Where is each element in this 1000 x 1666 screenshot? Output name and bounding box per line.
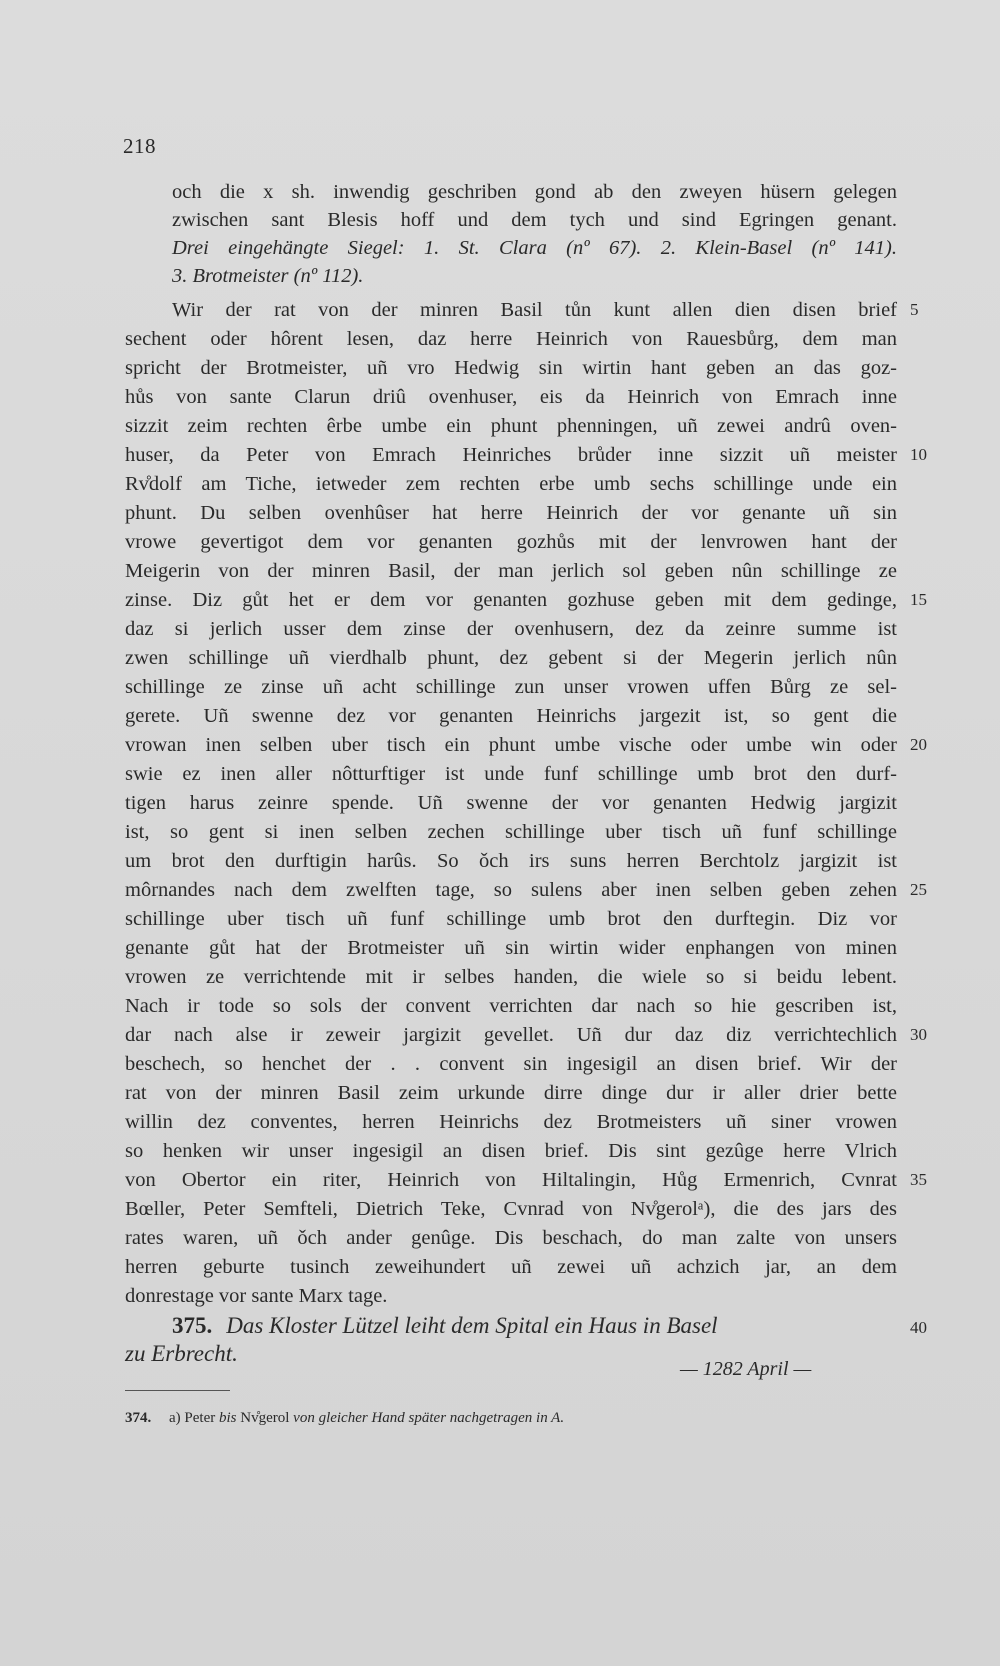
text-line: ist, so gent si inen selben zechen schillinge uber tisch uñ funf schillinge [125,821,897,843]
text-line: tigen harus zeinre spende. Uñ swenne der vor genanten Hedwig jargizit [125,792,897,814]
text-line: so henken wir unser ingesigil an disen brief. Dis sint gezûge herre Vlrich [125,1140,897,1162]
text-line: môrnandes nach dem zwelften tage, so sulens aber inen selben geben zehen [125,879,897,901]
text-line: rates waren, uñ ǒch ander genûge. Dis beschach, do man zalte von unsers [125,1227,897,1249]
text-line: vrowan inen selben uber tisch ein phunt umbe vische oder umbe win oder [125,734,897,756]
seal-note: 3. Brotmeister (nº 112). [172,265,364,287]
line-number: 10 [910,445,927,464]
text-line: gerete. Uñ swenne dez vor genanten Heinrichs jargezit ist, so gent die [125,705,897,727]
footnote [125,1410,564,1427]
footnote-italic: von gleicher Hand später nachgetragen in A. [293,1410,565,1426]
page-number: 218 [123,134,156,158]
text-line: Nach ir tode so sols der convent verrichten dar nach so hie gescriben ist, [125,995,897,1017]
text-line: och die x sh. inwendig geschriben gond ab den zweyen hüsern gelegen [172,181,897,203]
text-line: Bœller, Peter Semfteli, Dietrich Teke, Cvnrad von Nv̊gerolᵃ), die des jars des [125,1198,897,1220]
document-title-continuation: zu Erbrecht. [125,1341,238,1366]
text-line: schillinge uber tisch uñ funf schillinge umb brot den durftegin. Diz vor [125,908,897,930]
text-line: um brot den durftigin harûs. So ǒch irs suns herren Berchtolz jargizit ist [125,850,897,872]
line-number: 5 [910,300,919,319]
line-number: 25 [910,880,927,899]
text-line: dar nach alse ir zeweir jargizit gevellet. Uñ dur daz diz verrichtechlich [125,1024,897,1046]
text-line: vrowen ze verrichtende mit ir selbes handen, die wiele so si beidu lebent. [125,966,897,988]
line-number: 20 [910,735,927,754]
footnote-divider [125,1390,230,1391]
footnote-name: Nv̊gerol [240,1410,290,1426]
footnote-italic: bis [218,1410,237,1426]
text-line: daz si jerlich usser dem zinse der ovenhusern, dez da zeinre summe ist [125,618,897,640]
text-line: vrowe gevertigot dem vor genanten gozhůs mit der lenvrowen hant der [125,531,897,553]
text-line: zinse. Diz gůt het er dem vor genanten gozhuse geben mit dem gedinge, [125,589,897,611]
text-line: herren geburte tusinch zeweihundert uñ zewei uñ achzich jar, an dem [125,1256,897,1278]
text-line: schillinge ze zinse uñ acht schillinge zun unser vrowen uffen Bůrg ze sel- [125,676,897,698]
text-line: spricht der Brotmeister, uñ vro Hedwig sin wirtin hant geben an das goz- [125,357,897,379]
text-line: huser, da Peter von Emrach Heinriches brůder inne sizzit uñ meister [125,444,897,466]
text-line: hůs von sante Clarun driû ovenhuser, eis da Heinrich von Emrach inne [125,386,897,408]
text-line: sechent oder hôrent lesen, daz herre Heinrich von Rauesbůrg, dem man [125,328,897,350]
document-date: — 1282 April — [680,1358,812,1380]
line-number: 35 [910,1170,927,1189]
text-line: Wir der rat von der minren Basil tůn kunt allen dien disen brief [172,299,897,321]
footnote-number: 374. [125,1410,152,1426]
text-line: Meigerin von der minren Basil, der man jerlich sol geben nûn schillinge ze [125,560,897,582]
text-line: genante gůt hat der Brotmeister uñ sin wirtin wider enphangen von minen [125,937,897,959]
text-line: rat von der minren Basil zeim urkunde dirre dinge dur ir aller drier bette [125,1082,897,1104]
line-number: 40 [910,1318,927,1337]
line-number: 30 [910,1025,927,1044]
text-line: donrestage vor sante Marx tage. [125,1285,388,1307]
line-number: 15 [910,590,927,609]
text-line: von Obertor ein riter, Heinrich von Hiltalingin, Hůg Ermenrich, Cvnrat [125,1169,897,1191]
text-line: zwen schillinge uñ vierdhalb phunt, dez gebent si der Megerin jerlich nûn [125,647,897,669]
text-line: beschech, so henchet der . . convent sin ingesigil an disen brief. Wir der [125,1053,897,1075]
text-line: phunt. Du selben ovenhûser hat herre Heinrich der vor genante uñ sin [125,502,897,524]
text-line: swie ez inen aller nôtturftiger ist unde funf schillinge umb brot den durf- [125,763,897,785]
footnote-marker: a) Peter [169,1410,216,1426]
document-title: Das Kloster Lützel leiht dem Spital ein Haus in Basel [226,1313,718,1338]
document-number: 375. [172,1313,213,1338]
text-line: willin dez conventes, herren Heinrichs dez Brotmeisters uñ siner vrowen [125,1111,897,1133]
text-line: sizzit zeim rechten êrbe umbe ein phunt phenningen, uñ zewei andrû oven- [125,415,897,437]
seal-note: Drei eingehängte Siegel: 1. St. Clara (nº 67). 2. Klein-Basel (nº 141). [172,237,897,259]
text-line: Rv̊dolf am Tiche, ietweder zem rechten erbe umb sechs schillinge unde ein [125,473,897,495]
text-line: zwischen sant Blesis hoff und dem tych und sind Egringen genant. [172,209,897,231]
document-heading [172,1312,897,1340]
